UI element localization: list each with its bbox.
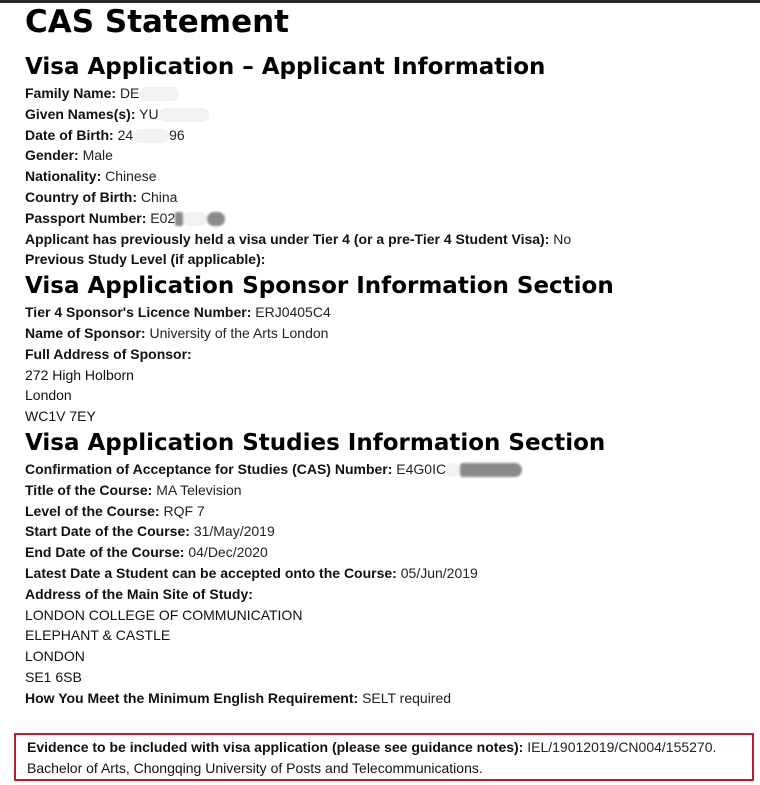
- study-address-line: LONDON COLLEGE OF COMMUNICATION: [25, 606, 303, 623]
- field-value: IEL/19012019/CN004/155270.: [527, 739, 717, 755]
- field-label: Confirmation of Acceptance for Studies (CAS) Number:: [25, 460, 393, 477]
- field-label: Family Name:: [25, 85, 117, 101]
- field-value: YU: [139, 105, 159, 122]
- field-label: Evidence to be included with visa application (please see guidance notes):: [27, 739, 524, 755]
- study-address-line: SE1 6SB: [25, 668, 82, 685]
- field-date-of-birth: [25, 125, 755, 146]
- field-value: DE: [119, 85, 140, 101]
- field-value: 05/Jun/2019: [400, 564, 478, 581]
- field-value: 31/May/2019: [193, 523, 275, 540]
- field-given-names: [25, 104, 755, 125]
- cas-document: [25, 3, 755, 709]
- field-course-title: [25, 480, 755, 501]
- document-title: CAS Statement: [25, 4, 289, 40]
- field-value: No: [553, 230, 572, 247]
- field-value: University of the Arts London: [149, 324, 329, 341]
- redaction: [183, 212, 207, 226]
- field-start-date: [25, 521, 755, 542]
- field-previous-study-level: [25, 249, 755, 270]
- field-course-level: [25, 501, 755, 522]
- field-label: Address of the Main Site of Study:: [25, 585, 253, 602]
- field-main-site-address: [25, 584, 755, 605]
- field-label: Country of Birth:: [25, 188, 137, 205]
- field-end-date: [25, 542, 755, 563]
- field-family-name: [25, 83, 755, 104]
- field-value: Chinese: [105, 168, 157, 185]
- field-label: Latest Date a Student can be accepted onto the Course:: [25, 564, 397, 581]
- field-value: ERJ0405C4: [255, 304, 331, 321]
- redaction: [207, 212, 225, 226]
- applicant-section-heading: Visa Application – Applicant Information: [25, 54, 546, 80]
- field-evidence: [27, 737, 716, 758]
- field-sponsor-address: [25, 344, 755, 365]
- field-label: Start Date of the Course:: [25, 523, 190, 540]
- field-previous-visa: [25, 229, 755, 250]
- field-value: SELT required: [362, 689, 452, 706]
- studies-section-heading: Visa Application Studies Information Section: [25, 429, 606, 456]
- field-label: Tier 4 Sponsor's Licence Number:: [25, 304, 252, 321]
- field-cas-number: [25, 459, 755, 480]
- field-value: E4G0IC: [396, 460, 447, 477]
- field-label: End Date of the Course:: [25, 544, 185, 561]
- field-gender: [25, 145, 755, 166]
- field-passport-number: [25, 208, 755, 229]
- field-english-requirement: [25, 688, 755, 709]
- redaction: [175, 212, 183, 226]
- field-value: 04/Dec/2020: [188, 544, 268, 561]
- field-latest-acceptance-date: [25, 563, 755, 584]
- redaction: [139, 87, 179, 101]
- field-sponsor-licence: [25, 302, 755, 323]
- sponsor-section-heading: Visa Application Sponsor Information Section: [25, 273, 614, 300]
- field-label: How You Meet the Minimum English Requirement:: [25, 689, 359, 706]
- field-value: MA Television: [156, 481, 242, 498]
- evidence-continuation: Bachelor of Arts, Chongqing University of Posts and Telecommunications.: [27, 759, 483, 776]
- field-label: Passport Number:: [25, 209, 147, 226]
- redaction: [446, 463, 460, 477]
- field-label: Applicant has previously held a visa under Tier 4 (or a pre-Tier 4 Student Visa):: [25, 230, 550, 247]
- evidence-highlight-box: [14, 733, 754, 781]
- field-value-suffix: 96: [169, 126, 185, 143]
- study-address-line: ELEPHANT & CASTLE: [25, 627, 171, 644]
- redaction: [159, 108, 209, 122]
- field-label: Title of the Course:: [25, 481, 153, 498]
- field-sponsor-name: [25, 323, 755, 344]
- field-label: Given Names(s):: [25, 105, 136, 122]
- sponsor-address-line: London: [25, 387, 72, 404]
- field-country-of-birth: [25, 187, 755, 208]
- field-value: China: [140, 188, 178, 205]
- redaction: [133, 129, 169, 143]
- study-address-line: LONDON: [25, 648, 85, 665]
- field-label: Name of Sponsor:: [25, 324, 146, 341]
- field-label: Full Address of Sponsor:: [25, 345, 192, 362]
- field-label: Gender:: [25, 147, 79, 164]
- redaction: [460, 463, 522, 477]
- field-label: Previous Study Level (if applicable):: [25, 251, 266, 268]
- field-label: Date of Birth:: [25, 126, 114, 143]
- sponsor-address-line: 272 High Holborn: [25, 366, 134, 383]
- sponsor-address-line: WC1V 7EY: [25, 408, 96, 425]
- field-label: Nationality:: [25, 168, 102, 185]
- field-value: RQF 7: [163, 502, 205, 519]
- field-nationality: [25, 166, 755, 187]
- field-label: Level of the Course:: [25, 502, 160, 519]
- field-value: Male: [82, 147, 113, 164]
- field-value: 24: [117, 126, 134, 143]
- field-value: E02: [150, 209, 176, 226]
